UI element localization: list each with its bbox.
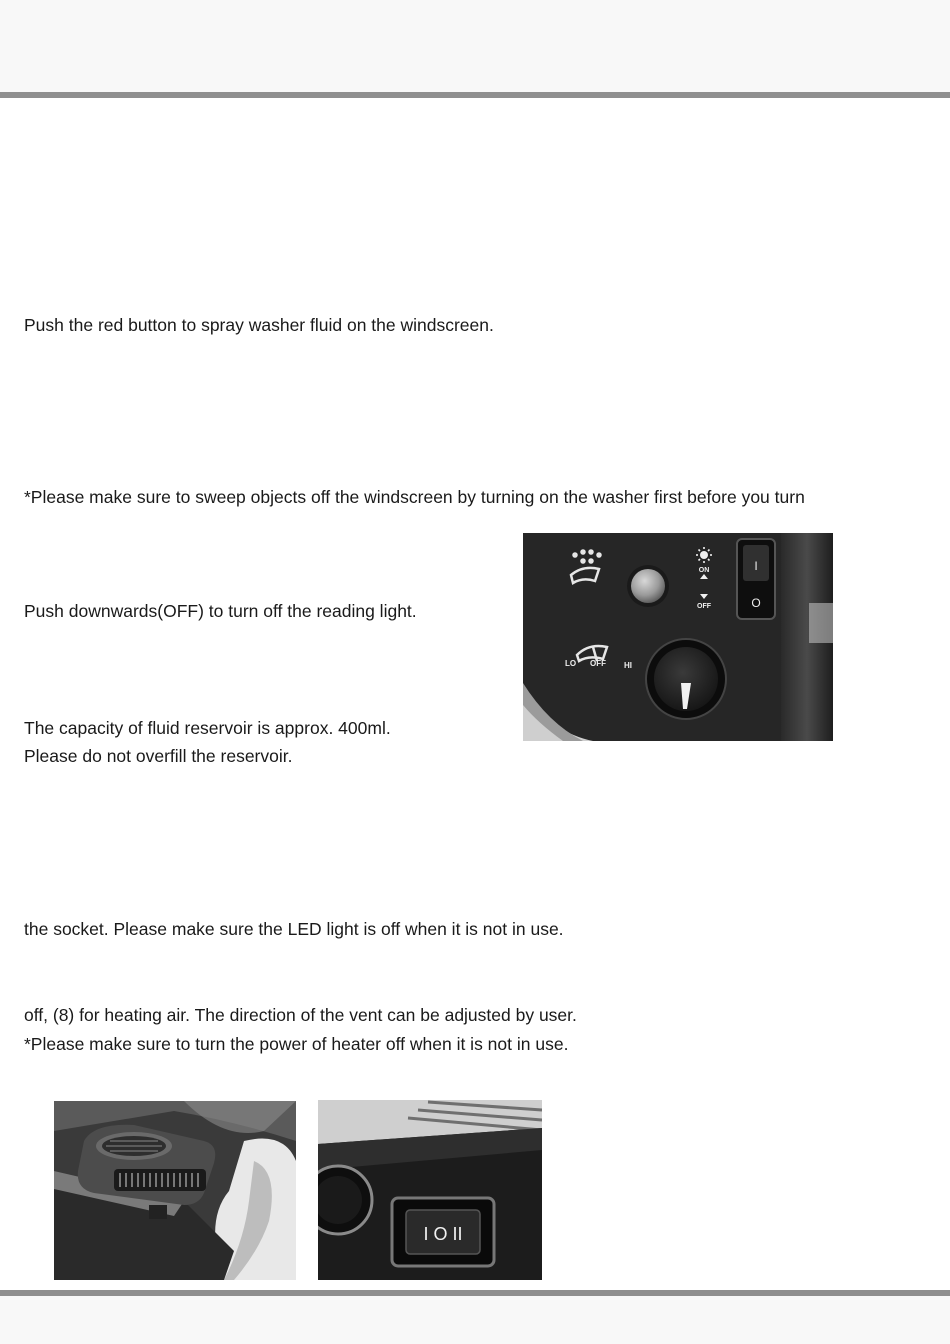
heater-photo [54,1101,296,1280]
header-rule [0,92,950,98]
reading-light-instruction: Push downwards(OFF) to turn off the reading light. [24,601,417,621]
washer-button [627,565,669,607]
led-socket-note: the socket. Please make sure the LED light is off when it is not in use. [24,919,564,939]
three-position-switch [392,1198,494,1266]
heater-instruction: off, (8) for heating air. The direction of the vent can be adjusted by user. [24,1005,577,1025]
control-panel-photo [523,533,833,741]
light-on-label: ON [698,567,710,574]
wiper-lo-label: LO [565,659,577,668]
light-off-label: OFF [697,603,711,610]
wiper-hi-label: HI [624,661,632,670]
heater-warning: *Please make sure to turn the power of heater off when it is not in use. [24,1034,569,1054]
rocker-switch [737,539,775,619]
wiper-warning: *Please make sure to sweep objects off the windscreen by turning on the washer first before you turn [24,487,805,507]
wiper-dial [646,639,726,719]
reservoir-capacity: The capacity of fluid reservoir is approx. 400ml. [24,718,391,738]
switch-position-labels: I O II [423,1224,463,1244]
header-band [0,0,950,92]
switch-on-label: I [754,559,758,573]
footer-band [0,1296,950,1344]
switch-off-label: O [751,596,761,610]
wiper-off-label: OFF [590,659,606,668]
reservoir-warning: Please do not overfill the reservoir. [24,746,293,766]
washer-instruction: Push the red button to spray washer fluid on the windscreen. [24,315,494,335]
heater-switch-photo [318,1100,542,1280]
